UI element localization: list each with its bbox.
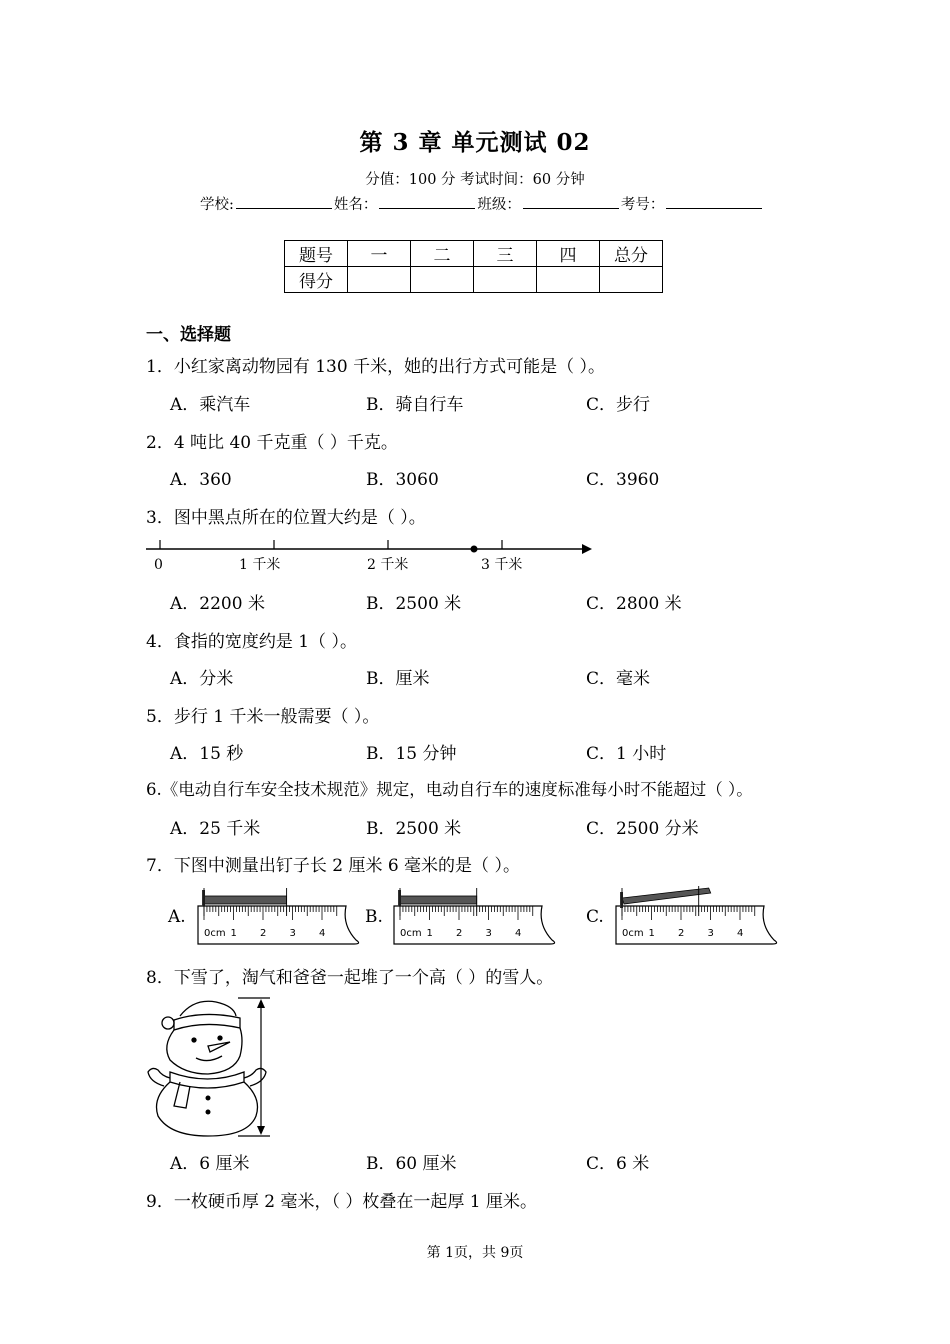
option-b: B．骑自行车 xyxy=(366,395,464,415)
ruler-label: 1 xyxy=(648,928,655,939)
score-table xyxy=(284,240,663,293)
score-cell xyxy=(348,267,411,293)
question-8: 8．下雪了，淘气和爸爸一起堆了一个高（ ）的雪人。 xyxy=(146,968,554,988)
score-table-header-row xyxy=(285,241,663,267)
id-label: 考号： xyxy=(620,197,665,213)
school-label: 学校: xyxy=(200,197,234,213)
nail-shaft xyxy=(622,888,711,904)
option-b: B．2500 米 xyxy=(366,594,462,614)
option-a: A．乘汽车 xyxy=(170,395,251,415)
option-a: A．25 千米 xyxy=(170,819,261,839)
ruler-figure-c xyxy=(614,882,786,948)
name-blank xyxy=(379,194,475,209)
score-cell: 得分 xyxy=(285,267,348,293)
option-c: C．2500 分米 xyxy=(586,819,699,839)
class-label: 班级： xyxy=(477,197,521,213)
score-cell xyxy=(474,267,537,293)
score-cell: 四 xyxy=(537,241,600,267)
ruler-label: 4 xyxy=(319,928,326,939)
name-label: 姓名： xyxy=(333,197,378,213)
option-b: B．60 厘米 xyxy=(366,1154,457,1174)
score-cell: 一 xyxy=(348,241,411,267)
option-c: C．毫米 xyxy=(586,669,651,689)
number-line-figure xyxy=(140,534,600,578)
option-c: C．2800 米 xyxy=(586,594,682,614)
hat-top xyxy=(180,1001,236,1016)
score-cell xyxy=(537,267,600,293)
left-arm xyxy=(148,1068,170,1086)
nail-shaft xyxy=(400,896,477,904)
option-a: A．2200 米 xyxy=(170,594,265,614)
question-9: 9．一枚硬币厚 2 毫米，（ ）枚叠在一起厚 1 厘米。 xyxy=(146,1192,537,1212)
option-a: A．15 秒 xyxy=(170,744,244,764)
eye-icon xyxy=(192,1038,196,1042)
ruler-figure-b xyxy=(392,882,564,948)
ruler-label: 2 xyxy=(678,928,685,939)
ruler-label: 3 xyxy=(707,928,714,939)
nail-head xyxy=(398,890,401,906)
button-icon xyxy=(206,1110,211,1115)
score-table-score-row xyxy=(285,267,663,293)
carrot-nose-icon xyxy=(208,1042,230,1052)
number-line-label: 0 xyxy=(154,557,163,573)
question-2: 2．4 吨比 40 千克重（ ）千克。 xyxy=(146,433,398,453)
score-cell xyxy=(411,267,474,293)
number-line-label: 2 千米 xyxy=(367,557,409,573)
section-heading: 一、选择题 xyxy=(146,325,231,345)
option-a: A．360 xyxy=(170,470,232,490)
nail-head xyxy=(202,890,205,906)
question-4: 4．食指的宽度约是 1（ ）。 xyxy=(146,632,357,652)
snowman-figure xyxy=(144,994,276,1140)
right-arm xyxy=(244,1068,266,1086)
ruler-label: 2 xyxy=(456,928,463,939)
option-c: C．3960 xyxy=(586,470,660,490)
option-c: C．步行 xyxy=(586,395,651,415)
snowman-body xyxy=(157,1082,258,1136)
black-dot xyxy=(471,546,478,553)
school-blank xyxy=(236,194,332,209)
option-b: B．15 分钟 xyxy=(366,744,457,764)
number-line-label: 3 千米 xyxy=(481,557,523,573)
ruler-label: 3 xyxy=(289,928,296,939)
number-line-label: 1 千米 xyxy=(239,557,281,573)
eye-icon xyxy=(218,1036,222,1040)
nail-shaft xyxy=(204,896,287,904)
snowman-head xyxy=(167,1028,242,1074)
score-cell: 二 xyxy=(411,241,474,267)
ruler-label: 0cm xyxy=(400,928,422,939)
question-7: 7．下图中测量出钉子长 2 厘米 6 毫米的是（ ）。 xyxy=(146,856,520,876)
class-blank xyxy=(523,194,619,209)
score-cell: 题号 xyxy=(285,241,348,267)
option-a: A．分米 xyxy=(170,669,234,689)
ruler-label: 0cm xyxy=(204,928,226,939)
option-b: B．厘米 xyxy=(366,669,430,689)
nail-head xyxy=(620,892,623,908)
ruler-label: 2 xyxy=(260,928,267,939)
option-b: B．2500 米 xyxy=(366,819,462,839)
option-c: C. xyxy=(586,907,604,927)
score-cell: 三 xyxy=(474,241,537,267)
student-info-line xyxy=(200,193,764,214)
arrow-up-icon xyxy=(257,999,265,1008)
score-cell xyxy=(600,267,663,293)
ruler-label: 4 xyxy=(515,928,522,939)
question-3: 3．图中黑点所在的位置大约是（ ）。 xyxy=(146,508,426,528)
ruler-label: 3 xyxy=(485,928,492,939)
id-blank xyxy=(666,194,762,209)
option-b: B．3060 xyxy=(366,470,439,490)
ruler-label: 4 xyxy=(737,928,744,939)
question-6: 6.《电动自行车安全技术规范》规定，电动自行车的速度标准每小时不能超过（ ）。 xyxy=(146,780,753,799)
option-b: B. xyxy=(365,907,383,927)
option-a: A．6 厘米 xyxy=(170,1154,250,1174)
ruler-figure-a xyxy=(196,882,368,948)
button-icon xyxy=(206,1096,211,1101)
option-c: C．6 米 xyxy=(586,1154,650,1174)
question-1: 1．小红家离动物园有 130 千米，她的出行方式可能是（ ）。 xyxy=(146,357,605,377)
ruler-label: 1 xyxy=(230,928,237,939)
arrow-down-icon xyxy=(257,1126,265,1135)
page-title: 第 3 章 单元测试 02 xyxy=(359,129,591,156)
score-cell: 总分 xyxy=(600,241,663,267)
option-a: A. xyxy=(168,907,186,927)
ruler-label: 1 xyxy=(426,928,433,939)
page-footer: 第 1页，共 9页 xyxy=(426,1245,524,1261)
hat-brim xyxy=(174,1014,240,1030)
arrow-head-icon xyxy=(582,544,592,554)
hat-pompom xyxy=(162,1017,174,1029)
question-5: 5．步行 1 千米一般需要（ ）。 xyxy=(146,707,380,727)
option-c: C．1 小时 xyxy=(586,744,667,764)
ruler-label: 0cm xyxy=(622,928,644,939)
mouth xyxy=(196,1056,222,1061)
exam-meta: 分值：100 分 考试时间：60 分钟 xyxy=(365,172,585,188)
